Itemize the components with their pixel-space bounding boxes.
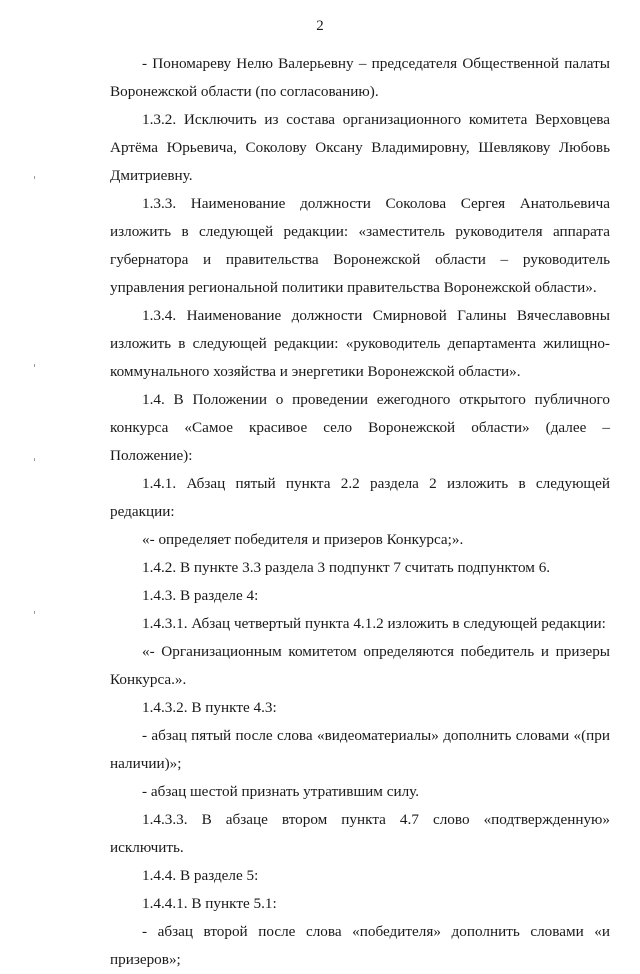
paragraph: 1.3.3. Наименование должности Соколова Сергея Анатольевича изложить в следующей редакции: «заместитель руководителя аппарата губернатора и правительства Воронежской области – руководитель управления региональной политики правительства Воронежской области». [110,195,610,296]
paragraph: 1.4.3.1. Абзац четвертый пункта 4.1.2 изложить в следующей редакции: [142,615,606,632]
paragraph: 1.4. В Положении о проведении ежегодного открытого публичного конкурса «Самое красивое село Воронежской области» (далее – Положение): [110,391,610,464]
document-body [110,50,610,974]
paragraph: 1.4.3.2. В пункте 4.3: [142,699,277,716]
paragraph: 1.4.3.3. В абзаце втором пункта 4.7 слово «подтвержденную» исключить. [110,811,610,856]
scan-mark [34,176,35,179]
paragraph: 1.4.4.1. В пункте 5.1: [142,895,277,912]
page-number: 2 [316,18,324,34]
paragraph: «- определяет победителя и призеров Конкурса;». [142,531,464,548]
paragraph: 1.4.1. Абзац пятый пункта 2.2 раздела 2 изложить в следующей редакции: [110,475,610,520]
scan-mark [34,458,35,461]
paragraph: - абзац пятый после слова «видеоматериалы» дополнить словами «(при наличии)»; [110,727,610,772]
paragraph: 1.4.4. В разделе 5: [142,867,259,884]
paragraph: - Пономареву Нелю Валерьевну – председателя Общественной палаты Воронежской области (по согласованию). [110,55,610,100]
paragraph: 1.4.2. В пункте 3.3 раздела 3 подпункт 7 считать подпунктом 6. [142,559,551,576]
paragraph: 1.3.2. Исключить из состава организационного комитета Верховцева Артёма Юрьевича, Соколову Оксану Владимировну, Шевлякову Любовь Дмитриевну. [110,111,610,184]
paragraph: - абзац второй после слова «победителя» дополнить словами «и призеров»; [110,923,610,968]
paragraph: 1.4.3. В разделе 4: [142,587,259,604]
paragraph: «- Организационным комитетом определяются победитель и призеры Конкурса.». [110,643,610,688]
paragraph: 1.3.4. Наименование должности Смирновой Галины Вячеславовны изложить в следующей редакции: «руководитель департамента жилищно-коммунального хозяйства и энергетики Воронежской области». [110,307,610,380]
scan-mark [34,364,35,367]
scan-mark [34,611,35,614]
paragraph: - абзац шестой признать утратившим силу. [142,783,420,800]
